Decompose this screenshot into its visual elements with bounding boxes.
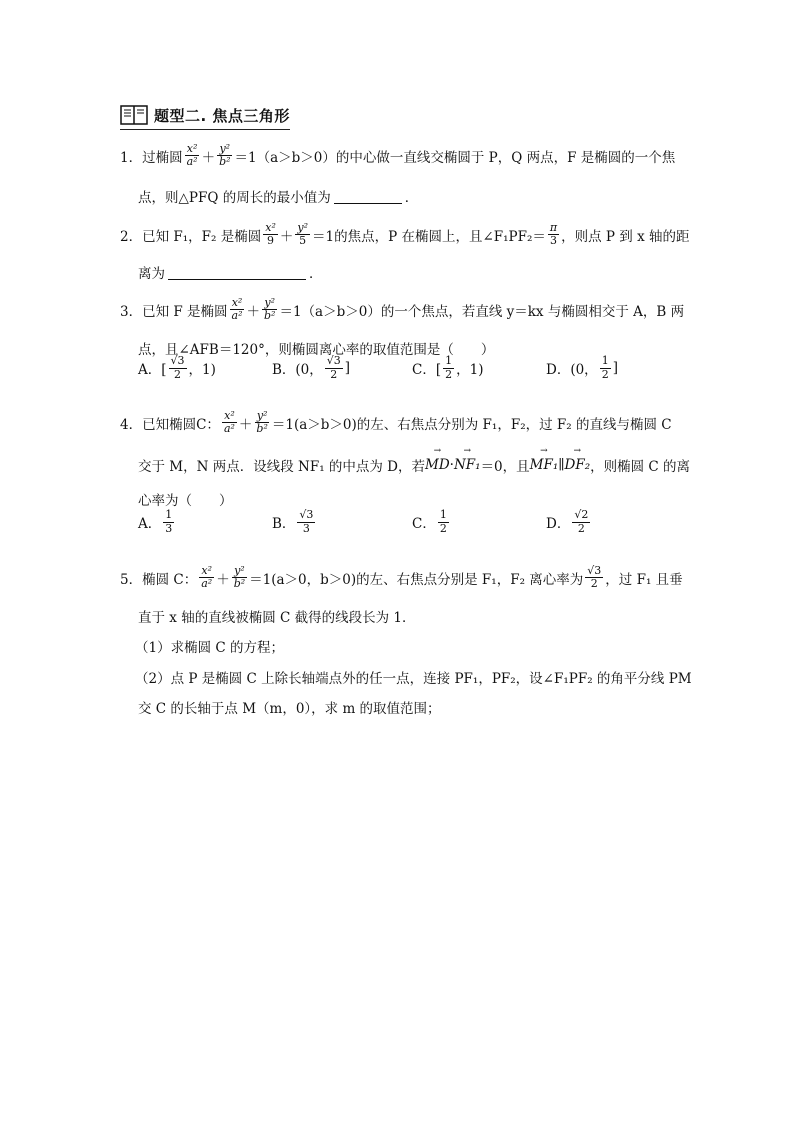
section-title — [120, 104, 290, 130]
q2-line2 — [138, 262, 323, 282]
q4-line3 — [138, 489, 233, 509]
fraction-y2-b2: $\frac{\text{y²}}{\text{b²}}$ — [256, 409, 268, 436]
option-a[interactable]: A．[ $\frac{√3}{2}$ ，1) — [138, 354, 216, 381]
q2-text-a: 已知 F₁，F₂ 是椭圆 — [142, 228, 262, 245]
q1-text-b: 点，则△PFQ 的周长的最小值为 — [138, 190, 331, 206]
q5-part2-cont-text: 交 C 的长轴于点 M（m，0），求 m 的取值范围； — [138, 701, 441, 717]
vector-mf1: → MF₁ — [530, 457, 559, 473]
option-c[interactable]: C．[ $\frac{1}{2}$ ，1) — [412, 354, 484, 381]
vector-md: → MD — [425, 457, 450, 473]
q5-condition: ＝1(a＞0，b＞0)的左、右焦点分别是 F₁，F₂ 离心率为 — [249, 571, 584, 588]
option-c[interactable]: C． $\frac{1}{2}$ — [412, 508, 447, 535]
q4-text-a: 已知椭圆C： — [142, 416, 220, 433]
plus-sign: ＋ — [279, 228, 294, 245]
fraction-y2-b2: $\frac{\text{y²}}{\text{b²}}$ — [264, 296, 276, 323]
q2-number: 2． — [120, 228, 143, 245]
fraction-pi-3: $\frac{\pi}{3}$ — [549, 221, 558, 248]
q3-text-b: 点，且∠AFB＝120°，则椭圆离心率的取值范围是（ ） — [138, 342, 495, 358]
option-b[interactable]: B． $\frac{√3}{3}$ — [272, 508, 314, 535]
section-title-text: 题型二. 焦点三角形 — [154, 106, 290, 125]
q5-part1 — [135, 636, 284, 656]
plus-sign: ＋ — [216, 571, 230, 588]
answer-blank[interactable] — [168, 278, 306, 280]
q1-line1 — [120, 143, 675, 168]
q5-part2 — [135, 667, 692, 687]
q5-part2-text: （2）点 P 是椭圆 C 上除长轴端点外的任一点，连接 PF₁，PF₂，设∠F₁PF₂ 的角平分线 PM — [135, 671, 692, 687]
q2-end: ． — [309, 266, 323, 282]
q3-text-a: 已知 F 是椭圆 — [142, 303, 228, 320]
q4-line2 — [138, 455, 690, 475]
plus-sign: ＋ — [238, 416, 253, 433]
q1-line2 — [138, 186, 418, 206]
q2-text-mid: ＝1的焦点，P 在椭圆上，且∠F₁PF₂＝ — [311, 228, 546, 245]
q5-line2 — [138, 606, 416, 626]
parallel-symbol: ∥ — [558, 457, 565, 473]
q2-text-b: 离为 — [138, 266, 165, 282]
fraction-y2-5: $\frac{\text{y²}}{5}$ — [297, 221, 308, 248]
fraction-x2-a2: $\frac{\text{x²}}{\text{a²}}$ — [201, 564, 213, 591]
q5-condition-2: ，过 F₁ 且垂 — [605, 571, 683, 588]
q3-number: 3． — [120, 303, 143, 320]
fraction-sqrt3-2: $\frac{√3}{2}$ — [587, 564, 602, 591]
q5-number: 5． — [120, 571, 143, 588]
q5-text-a: 椭圆 C： — [142, 571, 198, 588]
q5-text-b: 直于 x 轴的直线被椭圆 C 截得的线段长为 1． — [138, 610, 416, 626]
q2-line1 — [120, 222, 690, 247]
q3-condition: ＝1（a＞b＞0）的一个焦点，若直线 y＝kx 与椭圆相交于 A，B 两 — [279, 303, 685, 320]
q2-text-c: ，则点 P 到 x 轴的距 — [561, 228, 690, 245]
answer-blank[interactable] — [334, 202, 402, 204]
q4-number: 4． — [120, 416, 143, 433]
q3-line1 — [120, 297, 684, 322]
q1-text-a: 过椭圆 — [142, 149, 183, 166]
plus-sign: ＋ — [246, 303, 261, 320]
q5-part1-text: （1）求椭圆 C 的方程； — [135, 640, 285, 656]
q4-text-b2: ＝0，且 — [480, 459, 530, 475]
plus-sign: ＋ — [201, 149, 216, 166]
option-b[interactable]: B．(0， $\frac{√3}{2}$ ] — [272, 354, 351, 381]
q1-number: 1． — [120, 149, 143, 166]
q1-condition: ＝1（a＞b＞0）的中心做一直线交椭圆于 P，Q 两点，F 是椭圆的一个焦 — [234, 149, 676, 166]
vector-df2: → DF₂ — [565, 457, 591, 473]
option-d[interactable]: D． $\frac{√2}{2}$ — [546, 508, 589, 535]
q1-end: ． — [404, 190, 419, 206]
vector-nf1: → NF₁ — [454, 457, 481, 473]
fraction-x2-a2: $\frac{\text{x²}}{\text{a²}}$ — [186, 142, 198, 169]
fraction-y2-b2: $\frac{\text{y²}}{\text{b²}}$ — [219, 142, 231, 169]
q4-text-b3: ，则椭圆 C 的离 — [590, 459, 691, 475]
q4-condition: ＝1(a＞b＞0)的左、右焦点分别为 F₁，F₂，过 F₂ 的直线与椭圆 C — [271, 416, 672, 433]
option-d[interactable]: D．(0， $\frac{1}{2}$ ] — [546, 354, 618, 381]
q5-line1 — [120, 565, 683, 590]
q4-text-b1: 交于 M，N 两点．设线段 NF₁ 的中点为 D，若 — [138, 459, 426, 475]
q4-text-c: 心率为（ ） — [138, 493, 233, 509]
q4-line1 — [120, 410, 672, 435]
option-a[interactable]: A． $\frac{1}{3}$ — [138, 508, 173, 535]
fraction-x2-9: $\frac{\text{x²}}{9}$ — [265, 221, 276, 248]
fraction-x2-a2: $\frac{\text{x²}}{\text{a²}}$ — [223, 409, 235, 436]
q5-part2-cont — [138, 697, 441, 717]
dot-operator: · — [449, 457, 454, 473]
fraction-y2-b2: $\frac{\text{y²}}{\text{b²}}$ — [233, 564, 246, 591]
book-icon — [120, 104, 148, 126]
fraction-x2-a2: $\frac{\text{x²}}{\text{a²}}$ — [231, 296, 243, 323]
